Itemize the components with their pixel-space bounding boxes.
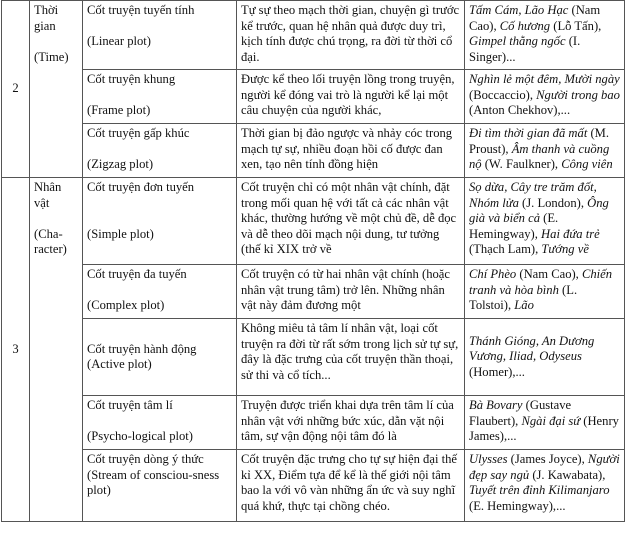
- description-cell: [237, 70, 465, 124]
- work-title: Bà Bovary: [469, 398, 523, 412]
- examples-cell: [465, 450, 625, 522]
- description-cell: [237, 124, 465, 178]
- examples-cell: [465, 319, 625, 396]
- description: Cốt truyện có từ hai nhân vật chính (hoặc nhân vật trung tâm) trở lên. Những nhân vật này đảm đương một: [241, 267, 450, 312]
- plot-name: Cốt truyện tâm lí: [87, 398, 173, 412]
- work-title: Cố hương: [499, 18, 551, 33]
- group-cell: [30, 178, 83, 522]
- table-row: [2, 265, 625, 319]
- examples-cell: [465, 265, 625, 319]
- description: Tự sự theo mạch thời gian, chuyện gì trước kể trước, quan hệ nhân quả được duy trì, kịch tính được chú trọng, ra đời từ thời cổ đại.: [241, 3, 460, 64]
- author-text: (L. Tolstoi),: [469, 282, 578, 312]
- work-title: Chí Phèo: [469, 267, 517, 281]
- author-text: (Henry James),...: [469, 413, 619, 443]
- work-title: Thánh Gióng, An Dương Vương, Iliad, Odyseus: [469, 333, 595, 364]
- examples: [469, 126, 620, 173]
- work-title: Gimpel thằng ngốc: [469, 34, 566, 48]
- plot-name-cell: [83, 1, 237, 70]
- plot-name-cell: [83, 450, 237, 522]
- examples-cell: [465, 124, 625, 178]
- work-title: Sọ dừa, Cây tre trăm đốt, Nhóm lửa: [469, 180, 597, 210]
- author-text: (W. Faulkner),: [481, 157, 562, 171]
- work-title: Nghìn lẻ một đêm, Mười ngày: [469, 72, 620, 86]
- plot-english: (Simple plot): [87, 226, 154, 241]
- author-text: (M. Proust),: [469, 126, 610, 156]
- author-text: (Boccaccio),: [469, 87, 537, 102]
- examples: [469, 398, 620, 445]
- description-cell: [237, 178, 465, 265]
- work-title: Hai đứa trẻ: [541, 226, 600, 241]
- author-text: (Thạch Lam),: [469, 242, 542, 256]
- table-row: [2, 178, 625, 265]
- examples: [469, 72, 620, 119]
- plot-english: (Linear plot): [87, 34, 151, 48]
- author-text: (Nam Cao),: [469, 3, 601, 33]
- plot-english: (Stream of consciou-sness plot): [87, 467, 220, 497]
- work-title: Tướng về: [541, 242, 589, 256]
- group-title-line: Thời: [34, 3, 59, 17]
- author-text: (E. Hemingway),...: [469, 498, 566, 513]
- plot-english: (Active plot): [87, 357, 152, 371]
- group-english: (Cha-racter): [34, 226, 67, 256]
- author-text: (Lỗ Tấn),: [550, 18, 602, 33]
- description: Cốt truyện đặc trưng cho tự sự hiện đại thế kỉ XX, Điểm tựa để kể là thế giới nội tâm bao la với vô vàn những ẩn ức và suy nghĩ quá khứ, thực tại chồng chéo.: [241, 452, 457, 513]
- plot-name-cell: [83, 319, 237, 396]
- table-row: [2, 450, 625, 522]
- work-title: Người đẹp say ngủ: [469, 452, 620, 482]
- row-number: 3: [2, 178, 30, 522]
- group-title-line: vật: [34, 195, 50, 210]
- examples-cell: [465, 396, 625, 450]
- examples-cell: [465, 178, 625, 265]
- plot-name: Cốt truyện tuyến tính: [87, 3, 195, 17]
- group-title-line: gian: [34, 18, 56, 33]
- table-row: [2, 1, 625, 70]
- author-text: (Gustave Flaubert),: [469, 398, 572, 428]
- author-text: (Anton Chekhov),...: [469, 103, 571, 117]
- plot-name: Cốt truyện đơn tuyến: [87, 180, 195, 194]
- examples: [469, 334, 620, 381]
- description: Không miêu tả tâm lí nhân vật, loại cốt truyện ra đời từ rất sớm trong lịch sử tự sự, đây là đặc trưng của cốt truyện thần thoại, sử thi và cổ tích...: [241, 321, 459, 382]
- author-text: (J. Kawabata),: [529, 467, 606, 482]
- author-text: (Nam Cao),: [516, 267, 582, 281]
- work-title: Lão: [514, 298, 534, 312]
- work-title: Người trong bao: [536, 87, 620, 102]
- table-row: [2, 124, 625, 178]
- plot-name: Cốt truyện gấp khúc: [87, 126, 190, 140]
- plot-english: (Zigzag plot): [87, 157, 154, 171]
- table-row: [2, 70, 625, 124]
- plot-name-cell: [83, 70, 237, 124]
- examples: [469, 180, 620, 260]
- examples: [469, 3, 620, 65]
- examples: [469, 267, 620, 314]
- plot-english: (Complex plot): [87, 298, 165, 312]
- description: Cốt truyện chỉ có một nhân vật chính, đặt trong mối quan hệ với tất cả các nhân vật khác, thường hướng về một chủ đề, dễ đọc và dễ theo dõi mạch nội dung, tư tưởng (thế kỉ XIX trở về: [241, 180, 457, 256]
- table-row: [2, 319, 625, 396]
- group-cell: [30, 1, 83, 178]
- plot-english: (Psycho-logical plot): [87, 429, 193, 443]
- examples-cell: [465, 1, 625, 70]
- plot-english: (Frame plot): [87, 103, 151, 117]
- work-title: Âm thanh và cuồng nộ: [469, 141, 610, 171]
- description: Thời gian bị đảo ngược và nhảy cóc trong mạch tự sự, nhiều đoạn hồi cố được đan xen, tạo nên tính đồng hiện: [241, 126, 453, 171]
- plot-name-cell: [83, 178, 237, 265]
- plot-name: Cốt truyện hành động: [87, 341, 197, 356]
- description-cell: [237, 265, 465, 319]
- work-title: Ngài đại sứ: [521, 413, 581, 428]
- plot-name-cell: [83, 124, 237, 178]
- author-text: (J. London),: [518, 195, 588, 210]
- description: Được kể theo lối truyện lồng trong truyện, người kể đóng vai trò là người kể lại một câu chuyện của người khác,: [241, 72, 455, 117]
- plot-name: Cốt truyện khung: [87, 72, 176, 86]
- author-text: (Homer),...: [469, 364, 525, 379]
- examples: [469, 452, 620, 517]
- work-title: Tấm Cám, Lão Hạc: [469, 3, 569, 17]
- row-number: 2: [2, 1, 30, 178]
- description-cell: [237, 1, 465, 70]
- work-title: Đi tìm thời gian đã mất: [469, 126, 588, 140]
- work-title: Ulysses: [469, 452, 508, 466]
- plot-types-table: [1, 0, 625, 522]
- work-title: Chiến tranh và hòa bình: [469, 267, 613, 297]
- work-title: Ông già và biển cả: [469, 195, 609, 225]
- plot-name: Cốt truyện đa tuyến: [87, 267, 187, 281]
- description-cell: [237, 396, 465, 450]
- plot-name-cell: [83, 265, 237, 319]
- plot-name-cell: [83, 396, 237, 450]
- description: Truyện được triển khai dựa trên tâm lí của nhân vật với những bức xúc, dằn vặt nội tâm, sự vận động nội tâm đó là: [241, 398, 454, 443]
- plot-name: Cốt truyện dòng ý thức: [87, 452, 204, 466]
- description-cell: [237, 319, 465, 396]
- author-text: (E. Hemingway),: [469, 211, 559, 241]
- examples-cell: [465, 70, 625, 124]
- author-text: (James Joyce),: [507, 452, 588, 466]
- description-cell: [237, 450, 465, 522]
- work-title: Tuyết trên đỉnh Kilimanjaro: [469, 483, 610, 497]
- table-row: [2, 396, 625, 450]
- group-english: (Time): [34, 49, 69, 64]
- work-title: Công viên: [561, 157, 613, 171]
- group-title-line: Nhân: [34, 180, 62, 194]
- author-text: (I. Singer)...: [469, 34, 581, 64]
